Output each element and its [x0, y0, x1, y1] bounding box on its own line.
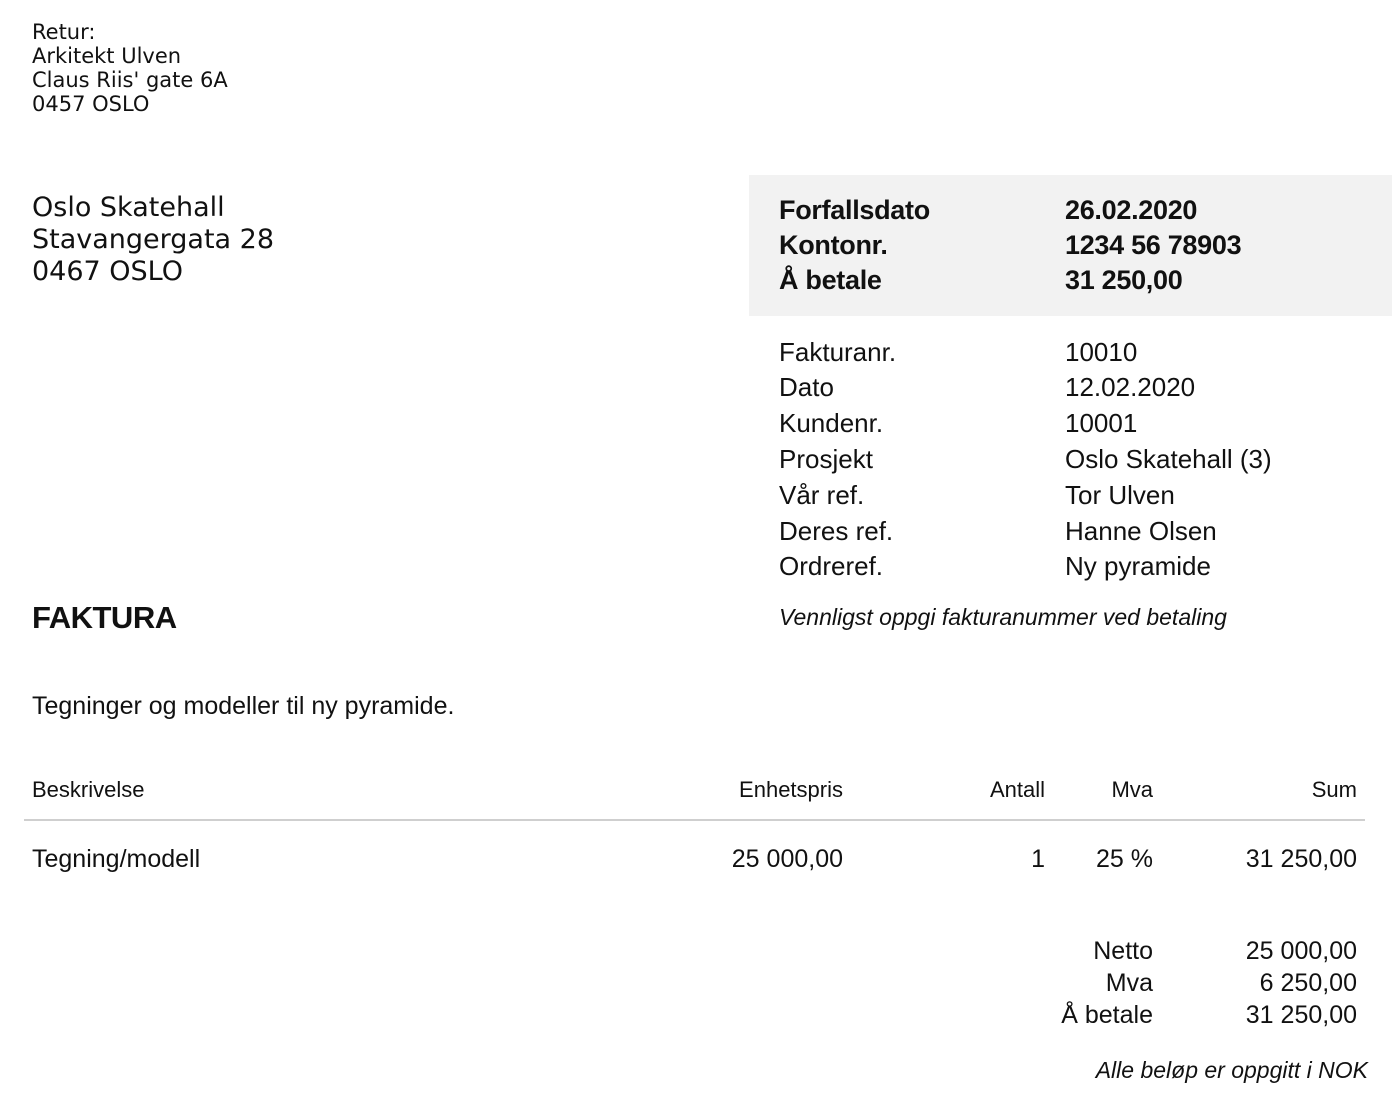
recipient-street: Stavangergata 28: [32, 224, 275, 255]
cell-quantity: 1: [1031, 845, 1045, 873]
due-date-value: 26.02.2020: [1065, 195, 1198, 225]
info-label: Deres ref.: [779, 516, 894, 546]
recipient-postal: 0467 OSLO: [32, 256, 184, 287]
return-address-name: Arkitekt Ulven: [32, 44, 182, 68]
account-value: 1234 56 78903: [1065, 230, 1242, 260]
cell-sum: 31 250,00: [1245, 845, 1357, 873]
payment-summary-box: [749, 175, 1392, 316]
cell-description: Tegning/modell: [32, 845, 201, 873]
payment-reference-note: Vennligst oppgi fakturanummer ved betaling: [779, 604, 1227, 630]
column-header-sum: Sum: [1311, 777, 1357, 802]
info-value: Ny pyramide: [1065, 551, 1211, 581]
total-label-amount-due: Å betale: [1061, 1001, 1153, 1029]
info-value: Hanne Olsen: [1065, 516, 1217, 546]
recipient-address: [32, 192, 274, 288]
cell-vat: 25 %: [1096, 845, 1153, 873]
table-header-divider: [24, 819, 1365, 821]
total-value-amount-due: 31 250,00: [1245, 1001, 1357, 1029]
return-address-postal: 0457 OSLO: [32, 92, 150, 116]
column-header-unit-price: Enhetspris: [739, 777, 843, 802]
info-label: Vår ref.: [779, 480, 865, 510]
info-label: Kundenr.: [779, 408, 884, 438]
info-label: Prosjekt: [779, 444, 873, 474]
info-value: 12.02.2020: [1065, 372, 1196, 402]
info-label: Fakturanr.: [779, 337, 897, 367]
account-label: Kontonr.: [779, 230, 888, 260]
invoice-description: Tegninger og modeller til ny pyramide.: [32, 692, 455, 720]
amount-due-value: 31 250,00: [1065, 265, 1183, 295]
total-value-net: 25 000,00: [1245, 937, 1357, 965]
due-date-label: Forfallsdato: [779, 195, 930, 225]
total-label-vat: Mva: [1105, 969, 1153, 997]
page-title: FAKTURA: [32, 600, 177, 635]
info-value: Oslo Skatehall (3): [1065, 444, 1272, 474]
amount-due-label: Å betale: [779, 265, 882, 295]
info-value: Tor Ulven: [1065, 480, 1175, 510]
column-header-vat: Mva: [1111, 777, 1153, 802]
return-address-label: Retur:: [32, 20, 96, 44]
currency-note: Alle beløp er oppgitt i NOK: [1095, 1057, 1368, 1083]
return-address-street: Claus Riis' gate 6A: [32, 68, 228, 92]
total-value-vat: 6 250,00: [1259, 969, 1357, 997]
info-value: 10010: [1065, 337, 1138, 367]
info-value: 10001: [1065, 408, 1138, 438]
recipient-name: Oslo Skatehall: [32, 192, 225, 223]
total-label-net: Netto: [1093, 937, 1153, 965]
column-header-quantity: Antall: [989, 777, 1045, 802]
column-header-description: Beskrivelse: [32, 777, 145, 802]
info-label: Dato: [779, 372, 834, 402]
info-label: Ordreref.: [779, 551, 884, 581]
cell-unit-price: 25 000,00: [731, 845, 843, 873]
return-address: [32, 20, 228, 116]
